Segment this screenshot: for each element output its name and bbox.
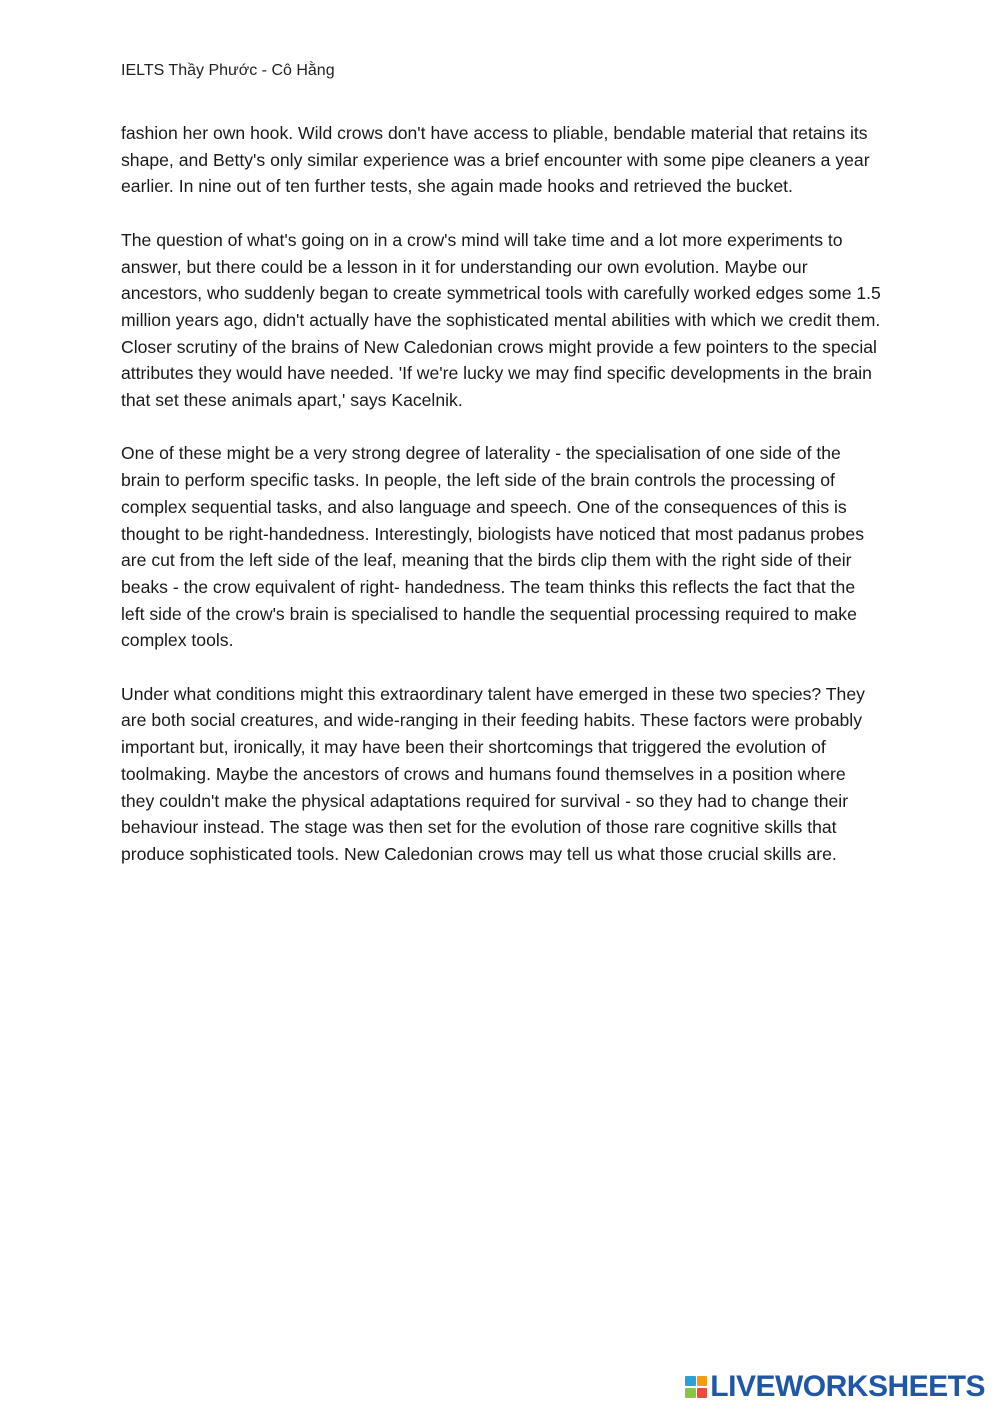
logo-square-blue [685,1376,695,1386]
liveworksheets-logo-icon [685,1376,707,1398]
logo-square-green [685,1388,695,1398]
logo-square-orange [697,1376,707,1386]
logo-square-red [697,1388,707,1398]
page-header: IELTS Thầy Phước - Cô Hằng [121,62,335,79]
paragraph-2: The question of what's going on in a crow's mind will take time and a lot more experiments to answer, but there could be a lesson in it for understanding our own evolution. Maybe our ancestors, who suddenly began to create symmetrical tools with carefully worked edges some 1.5 million years ago, didn't actually have the sophisticated mental abilities with which we credit them. Closer scrutiny of the brains of New Caledonian crows might provide a few pointers to the special attributes they would have needed. 'If we're lucky we may find specific developments in the brain that set these animals apart,' says Kacelnik. [121,229,881,411]
paragraph-1: fashion her own hook. Wild crows don't have access to pliable, bendable material that retains its shape, and Betty's only similar experience was a brief encounter with some pipe cleaners a year earlier. In nine out of ten further tests, she again made hooks and retrieved the bucket. [121,123,870,197]
paragraph-3: One of these might be a very strong degree of laterality - the specialisation of one side of the brain to perform specific tasks. In people, the left side of the brain controls the processing of complex sequential tasks, and also language and speech. One of the consequences of this is thought to be right-handedness. Interestingly, biologists have noticed that most padanus probes are cut from the left side of the leaf, meaning that the birds clip them with the right side of their beaks - the crow equivalent of right- handedness. The team thinks this reflects the fact that the left side of the crow's brain is specialised to handle the sequential processing required to make complex tools. [121,443,865,651]
paragraph-4: Under what conditions might this extraordinary talent have emerged in these two species? They are both social creatures, and wide-ranging in their feeding habits. These factors were probably important but, ironically, it may have been their shortcomings that triggered the evolution of toolmaking. Maybe the ancestors of crows and humans found themselves in a position where they couldn't make the physical adaptations required for survival - so they had to change their behaviour instead. The stage was then set for the evolution of those rare cognitive skills that produce sophisticated tools. New Caledonian crows may tell us what those crucial skills are. [121,683,865,864]
article-body [121,120,881,894]
liveworksheets-logo[interactable] [685,1372,985,1402]
logo-text: LIVEWORKSHEETS [710,1370,985,1403]
